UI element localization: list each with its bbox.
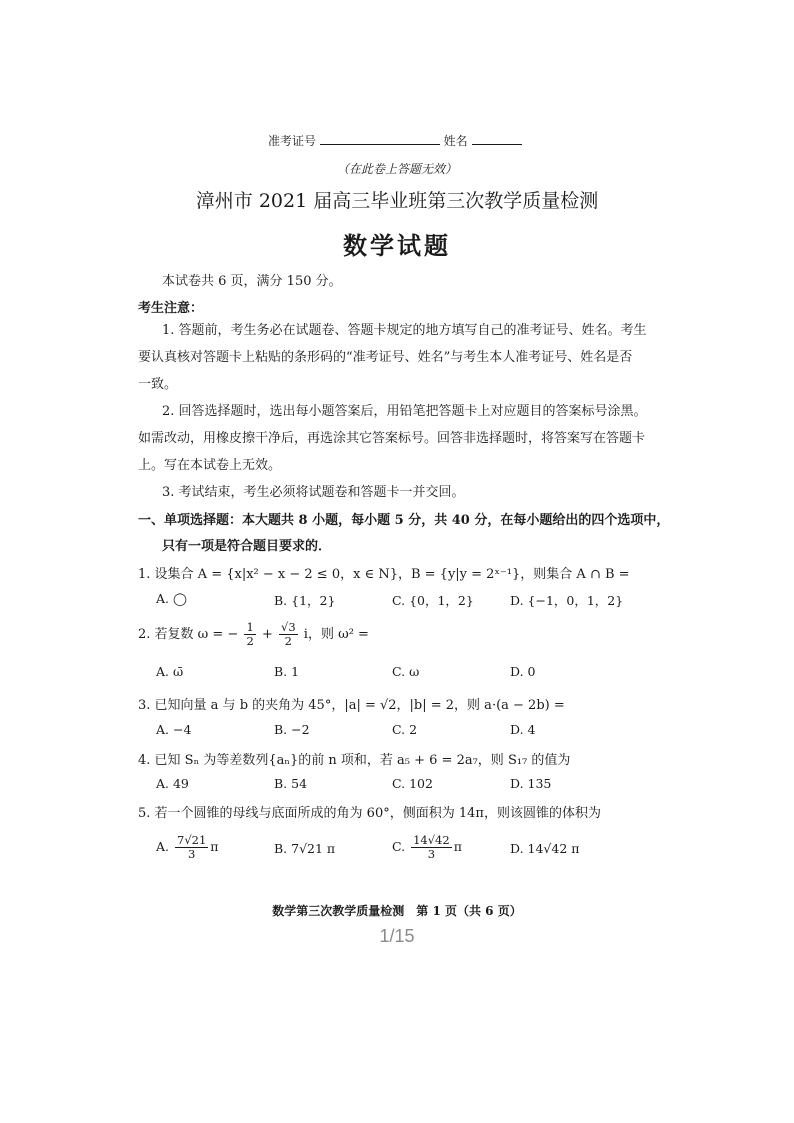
question-stem: 已知向量 a 与 b 的夹角为 45°，|a| = √2，|b| = 2，则 a·(a − 2b) = (154, 698, 565, 713)
fraction-denominator: 2 (246, 634, 254, 648)
question-stem-mid: + (261, 627, 273, 642)
q1-option-c: C. {0，1，2} (392, 593, 474, 608)
question-4 (138, 749, 570, 768)
q4-option-c: C. 102 (392, 776, 433, 791)
option-fraction (411, 834, 452, 861)
section1-line1: 一、单项选择题：本大题共 8 小题，每小题 5 分，共 40 分，在每小题给出的四个选项中， (138, 513, 670, 528)
option-label: C. (392, 839, 406, 854)
fraction-numerator: √3 (281, 620, 296, 634)
question-number: 1. (138, 567, 151, 582)
name-blank (472, 133, 522, 145)
option-fraction (175, 834, 208, 861)
intro-text: 本试卷共 6 页，满分 150 分。 (162, 274, 342, 289)
q5-option-c (392, 834, 462, 861)
notice-item-1-line1: 1. 答题前，考生务必在试题卷、答题卡规定的地方填写自己的准考证号、姓名。考生 (162, 323, 647, 338)
pi-symbol: π (453, 839, 462, 854)
fraction-one-half (244, 621, 255, 648)
question-2 (138, 621, 369, 648)
question-stem-post: i，则 ω² = (303, 627, 369, 642)
q3-option-a: A. −4 (156, 722, 192, 737)
notice-item-1-line3: 一致。 (138, 377, 178, 392)
invalid-note: （在此卷上答题无效） (336, 162, 457, 176)
q5-option-b: B. 7√21 π (274, 841, 336, 856)
notice-heading: 考生注意： (138, 301, 204, 316)
question-number: 4. (138, 753, 151, 768)
option-label: A. (156, 839, 170, 854)
name-label: 姓名 (443, 134, 468, 148)
notice-item-2-line3: 上。写在本试卷上无效。 (138, 458, 282, 473)
q3-option-b: B. −2 (274, 722, 310, 737)
exam-id-label: 准考证号 (268, 134, 317, 148)
q4-option-a: A. 49 (156, 776, 189, 791)
fraction-numerator: 14√42 (413, 833, 450, 847)
q1-option-b: B. {1，2} (274, 593, 336, 608)
fraction-denominator: 3 (427, 847, 436, 861)
notice-item-2-line1: 2. 回答选择题时，选出每小题答案后，用铅笔把答题卡上对应题目的答案标号涂黑。 (162, 404, 647, 419)
fraction-denominator: 2 (284, 634, 292, 648)
q2-option-d: D. 0 (510, 664, 536, 679)
fraction-numerator: 7√21 (177, 833, 207, 847)
question-number: 5. (138, 806, 151, 821)
question-3 (138, 694, 565, 713)
question-stem: 若一个圆锥的母线与底面所成的角为 60°，侧面积为 14π，则该圆锥的体积为 (154, 806, 601, 821)
fraction-root3-half (279, 621, 298, 648)
exam-id-blank (320, 133, 440, 145)
q2-option-b: B. 1 (274, 664, 300, 679)
question-5 (138, 802, 601, 821)
q3-option-c: C. 2 (392, 722, 418, 737)
question-stem-pre: 若复数 ω = − (154, 627, 239, 642)
notice-item-3-line1: 3. 考试结束，考生必须将试题卷和答题卡一并交回。 (162, 485, 465, 500)
question-number: 2. (138, 627, 151, 642)
question-number: 3. (138, 698, 151, 713)
question-stem: 设集合 A = {x|x² − x − 2 ≤ 0，x ∈ N}，B = {y|y = 2ˣ⁻¹}，则集合 A ∩ B = (154, 567, 630, 582)
q4-option-d: D. 135 (510, 776, 552, 791)
fraction-denominator: 3 (187, 847, 196, 861)
page-indicator: 1/15 (379, 926, 415, 946)
q2-option-a: A. ω̄ (156, 664, 184, 679)
exam-id-row (268, 132, 522, 149)
q2-option-c: C. ω (392, 664, 420, 679)
question-1 (138, 563, 630, 582)
notice-item-1-line2: 要认真核对答题卡上粘贴的条形码的“准考证号、姓名”与考生本人准考证号、姓名是否 (138, 350, 633, 365)
pi-symbol: π (210, 839, 219, 854)
page-footer: 数学第三次教学质量检测 第 1 页（共 6 页） (272, 904, 522, 918)
q4-option-b: B. 54 (274, 776, 308, 791)
section1-line2: 只有一项是符合题目要求的． (162, 539, 332, 554)
subject-title: 数学试题 (343, 231, 451, 260)
notice-item-2-line2: 如需改动，用橡皮擦干净后，再选涂其它答案标号。回答非选择题时，将答案写在答题卡 (138, 431, 646, 446)
q3-option-d: D. 4 (510, 722, 536, 737)
q5-option-a (156, 834, 219, 861)
exam-title: 漳州市 2021 届高三毕业班第三次教学质量检测 (195, 190, 599, 212)
fraction-numerator: 1 (246, 620, 254, 634)
q1-option-a: A. ◯ (156, 591, 187, 606)
question-stem: 已知 Sₙ 为等差数列{aₙ}的前 n 项和，若 a₅ + 6 = 2a₇，则 S₁₇ 的值为 (154, 753, 571, 768)
q1-option-d: D. {−1，0，1，2} (510, 593, 624, 608)
q5-option-d: D. 14√42 π (510, 841, 580, 856)
